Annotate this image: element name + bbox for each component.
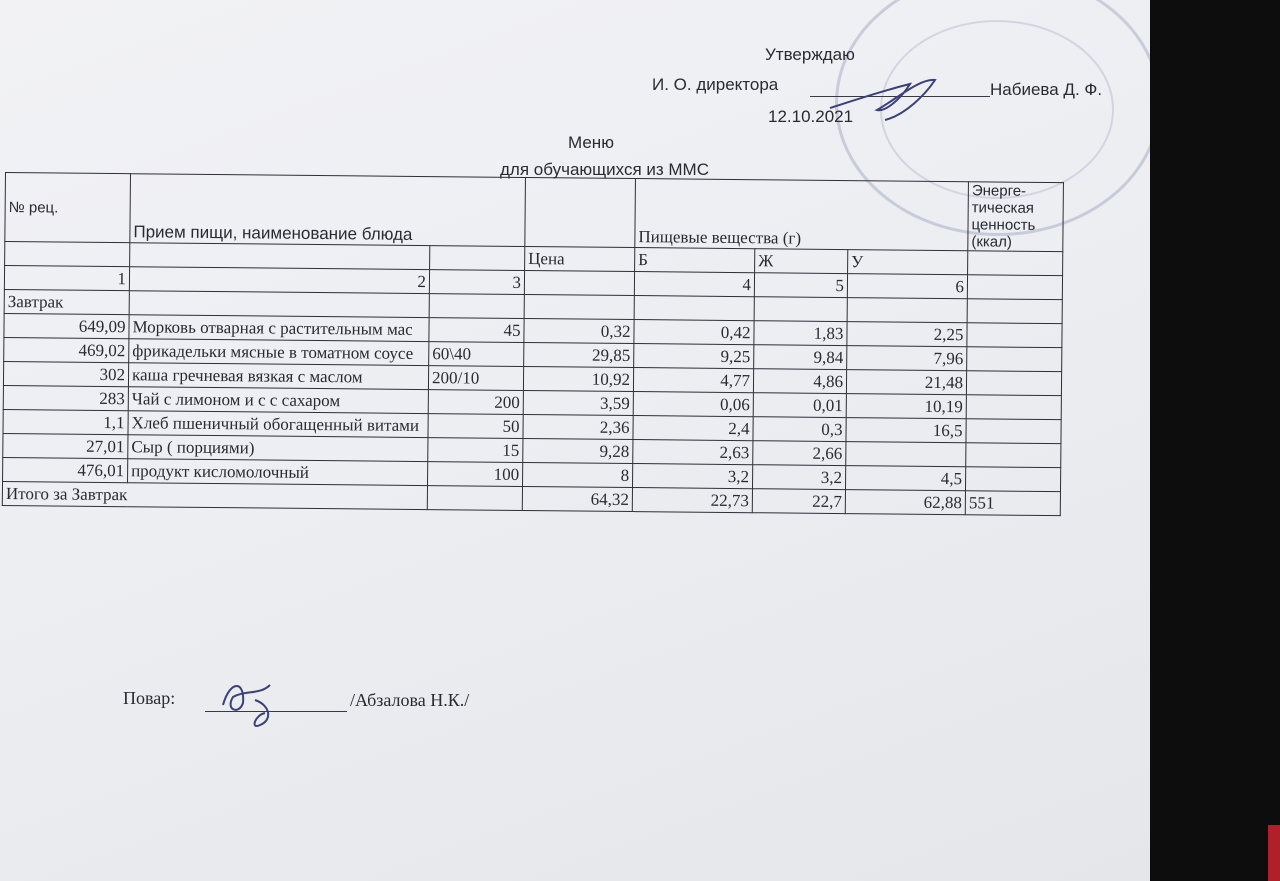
subheader-b: Б	[635, 248, 755, 273]
cell-zh: 2,66	[753, 441, 846, 466]
total-b: 22,73	[632, 488, 752, 513]
cell-dish: Сыр ( порциями)	[128, 435, 428, 462]
menu-subtitle: для обучающихся из ММС	[500, 160, 709, 179]
cell-price: 10,92	[523, 366, 633, 391]
cell-rec: 649,09	[4, 313, 129, 338]
colnum-5: 5	[754, 273, 847, 298]
section-label: Завтрак	[4, 289, 129, 314]
header-num: № рец.	[5, 173, 131, 243]
header-empty	[525, 177, 636, 247]
cell-zh: 9,84	[754, 345, 847, 370]
cell-price: 29,85	[524, 342, 634, 367]
cell-b: 0,42	[634, 320, 754, 345]
colnum-1: 1	[4, 266, 129, 291]
cell-rec: 469,02	[4, 337, 129, 362]
cell-output: 60\40	[429, 342, 524, 367]
cell-energy	[967, 347, 1062, 372]
cell-dish: фрикадельки мясные в томатном соусе	[129, 339, 429, 366]
redaction-strip	[1150, 0, 1280, 881]
cell-rec: 302	[3, 361, 128, 386]
cell-energy	[966, 419, 1061, 444]
cell-b: 2,63	[633, 440, 753, 465]
total-price: 64,32	[522, 486, 632, 511]
cell-dish: Морковь отварная с растительным мас	[129, 315, 429, 342]
cell-b: 0,06	[633, 392, 753, 417]
cell-zh: 0,3	[753, 417, 846, 442]
cell-energy	[966, 395, 1061, 420]
cell-b: 2,4	[633, 416, 753, 441]
cell-price: 8	[523, 462, 633, 487]
cell-energy	[967, 323, 1062, 348]
subheader-price: Цена	[525, 246, 635, 271]
cell-rec: 283	[3, 385, 128, 410]
cell-energy	[966, 443, 1061, 468]
colnum-6: 6	[847, 274, 967, 299]
cell-rec: 27,01	[3, 433, 128, 458]
cell-zh: 4,86	[753, 369, 846, 394]
cell-rec: 476,01	[3, 457, 128, 482]
cell-u	[846, 442, 966, 467]
cell-dish: Чай с лимоном и с с сахаром	[128, 387, 428, 414]
colnum-4: 4	[634, 272, 754, 297]
cell-price: 9,28	[523, 438, 633, 463]
subheader-u: У	[848, 250, 968, 275]
menu-table	[2, 172, 1064, 516]
cook-label: Повар:	[123, 688, 176, 708]
cell-energy	[965, 467, 1060, 492]
header-nutrients: Пищевые вещества (г)	[635, 179, 969, 251]
cell-output: 100	[428, 462, 523, 487]
cook-name: /Абзалова Н.К./	[350, 690, 470, 710]
cell-u: 7,96	[847, 346, 967, 371]
menu-title: Меню	[568, 133, 614, 152]
cell-b: 4,77	[633, 368, 753, 393]
total-energy: 551	[965, 491, 1060, 516]
cell-u: 21,48	[846, 370, 966, 395]
cell-price: 2,36	[523, 414, 633, 439]
cell-u: 16,5	[846, 418, 966, 443]
cell-dish: продукт кисломолочный	[128, 459, 428, 486]
subheader-zh: Ж	[755, 249, 848, 274]
cell-output: 45	[429, 318, 524, 343]
total-zh: 22,7	[752, 489, 845, 514]
cell-dish: Хлеб пшеничный обогащенный витами	[128, 411, 428, 438]
colnum-3: 3	[429, 270, 524, 295]
cell-output: 15	[428, 438, 523, 463]
header-dish: Прием пищи, наименование блюда	[130, 174, 526, 247]
cell-u: 10,19	[846, 394, 966, 419]
cell-b: 3,2	[633, 464, 753, 489]
colnum-2: 2	[129, 267, 429, 294]
cell-dish: каша гречневая вязкая с маслом	[128, 363, 428, 390]
approval-date: 12.10.2021	[768, 107, 854, 126]
cell-u: 4,5	[845, 466, 965, 491]
cell-u: 2,25	[847, 322, 967, 347]
header-energy: Энерге- тическая ценность (ккал)	[968, 182, 1064, 252]
director-signature	[825, 70, 955, 125]
cook-signature	[215, 675, 285, 735]
cell-zh: 0,01	[753, 393, 846, 418]
director-name: Набиева Д. Ф.	[990, 80, 1103, 99]
cell-output: 50	[428, 414, 523, 439]
position-label: И. О. директора	[652, 75, 779, 94]
total-u: 62,88	[845, 490, 965, 515]
cell-price: 0,32	[524, 318, 634, 343]
cell-zh: 3,2	[752, 465, 845, 490]
cell-price: 3,59	[523, 390, 633, 415]
approve-label: Утверждаю	[765, 45, 855, 64]
cell-zh: 1,83	[754, 321, 847, 346]
cell-energy	[966, 371, 1061, 396]
header-row	[5, 173, 1064, 252]
cell-output: 200/10	[428, 366, 523, 391]
total-label: Итого за Завтрак	[2, 481, 427, 509]
red-edge-mark	[1268, 825, 1280, 881]
cell-b: 9,25	[634, 344, 754, 369]
cell-output: 200	[428, 390, 523, 415]
cell-rec: 1,1	[3, 409, 128, 434]
